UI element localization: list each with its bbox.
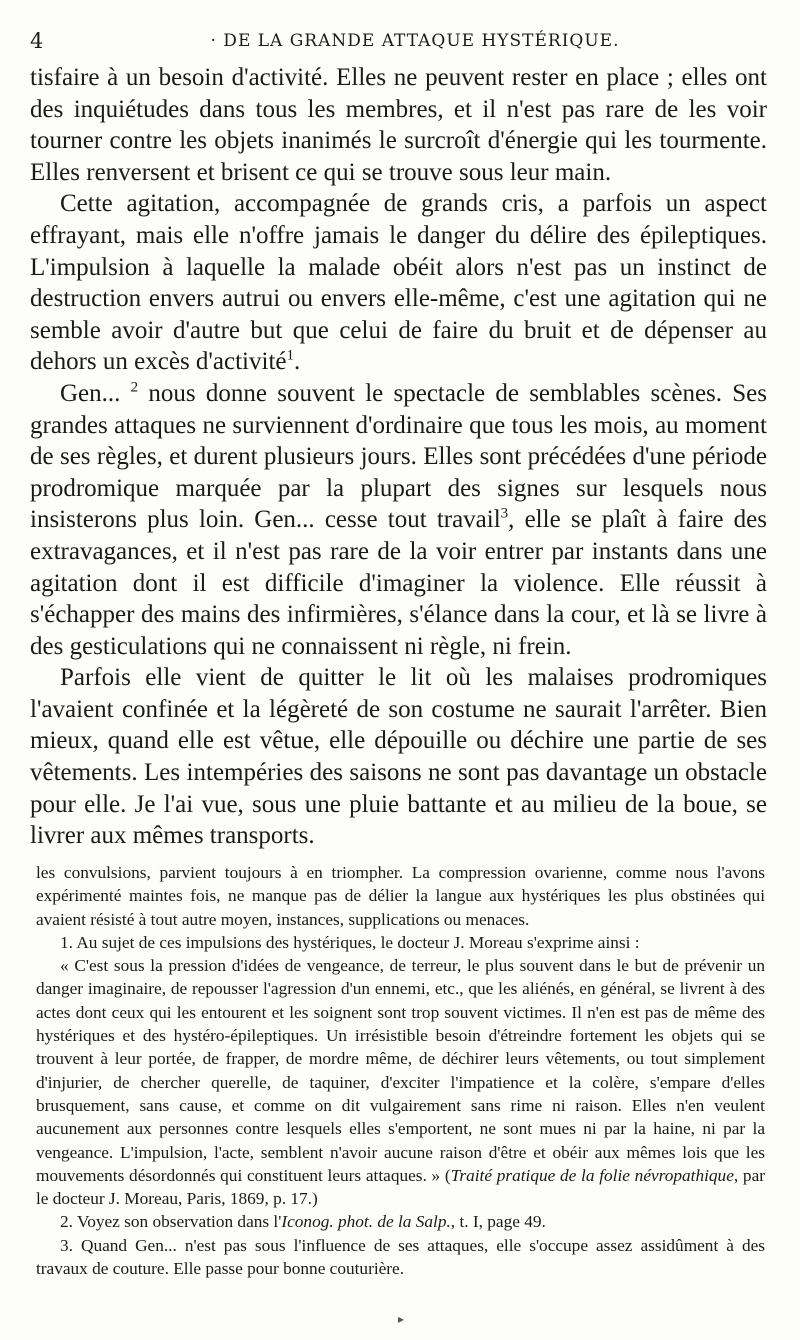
footnote-1: 1. Au sujet de ces impulsions des hystériques, le docteur J. Moreau s'exprime ainsi : <box>60 932 640 952</box>
quote-text: « C'est sous la pression d'idées de vengeance, de terreur, le plus souvent dans le but de prévenir un danger imaginaire, de repousser l'agression d'un ennemi, etc., que les aliénés, en général, se livrent à des actes dont ceux qui les entourent et les soignent sont trop souvent victimes. Il n'en est pas de même des hystériques et des hystéro-épileptiques. Un irrésistible besoin d'étreindre fortement les objets qui se trouvent à leur portée, de frapper, de mordre même, de déchirer leurs vêtements, ou tout simplement d'injurier, de chercher querelle, de taquiner, d'exciter l'impatience et la colère, s'empare d'elles brusquement, sans cause, et comme on dit vulgairement sans rime ni raison. Elles n'en veulent aucunement aux personnes contre lesquels elles s'emportent, ne sont mues ni par la haine, ni par la vengeance. L'impulsion, l'acte, semblent n'avoir aucune raison d'être et obéir aux mêmes lois que les mouvements désordonnés qui constituent leurs attaques. » ( <box>36 956 765 1185</box>
footnote-carryover: les convulsions, parvient toujours à en triompher. La compression ovarienne, comme nous l'avons expérimenté maintes fois, ne manque pas de délier la langue aux hystériques les plus obstinées qui avaient résisté à tout autre moyen, instances, supplications ou menaces. <box>36 863 765 929</box>
footnote-3: 3. Quand Gen... n'est pas sous l'influence de ses attaques, elle s'occupe assez assidûment à des travaux de couture. Elle passe pour bonne couturière. <box>36 1235 765 1279</box>
footnote-2-end: , t. I, page 49. <box>450 1212 546 1232</box>
printer-mark: ▸ <box>398 1312 405 1326</box>
running-title: · DE LA GRANDE ATTAQUE HYSTÉRIQUE. <box>210 31 620 51</box>
footnote-ref-3: 3 <box>500 505 509 522</box>
footnote-1-quote <box>36 954 765 1210</box>
paragraph-text-start: Gen... <box>60 379 131 407</box>
paragraph-text-middle: nous donne souvent le spectacle de semblables scènes. Ses grandes attaques ne surviennent d'ordinaire que tous les mois, au moment de ses règles, et durent plusieurs jours. Elles sont précédées d'une période prodromique marquée par la plupart des signes sur lesquels nous insisterons plus loin. Gen... cesse tout travail <box>30 379 767 534</box>
paragraph-continued: tisfaire à un besoin d'activité. Elles ne peuvent rester en place ; elles ont des inquiétudes dans tous les membres, et il n'est pas rare de les voir tourner contre les objets inanimés le surcroît d'énergie qui les tourmente. Elles renversent et brisent ce qui se trouve sous leur main. <box>30 64 767 186</box>
page-header <box>30 26 770 56</box>
paragraph-parfois: Parfois elle vient de quitter le lit où les malaises prodromiques l'avaient confinée et la légèreté de son costume ne saurait l'arrêter. Bien mieux, quand elle est vêtue, elle dépouille ou déchire une partie de ses vêtements. Les intempéries des saisons ne sont pas davantage un obstacle pour elle. Je l'ai vue, sous une pluie battante et au milieu de la boue, se livrer aux mêmes transports. <box>30 664 767 850</box>
book-title: Traité pratique de la folie névropathique <box>450 1165 734 1185</box>
footnote-ref-1: 1 <box>286 348 294 365</box>
page-number: 4 <box>30 29 44 53</box>
footnote-ref-2: 2 <box>130 379 139 396</box>
footnote-2 <box>36 1210 765 1233</box>
footnotes <box>36 861 765 1280</box>
paragraph-gen <box>30 378 767 662</box>
footnote-2-start: 2. Voyez son observation dans l' <box>60 1212 282 1232</box>
main-text <box>30 62 767 852</box>
journal-title: Iconog. phot. de la Salp. <box>281 1212 451 1232</box>
paragraph-agitation <box>30 188 767 378</box>
citation-tail: , par le docteur J. Moreau, Paris, 1869, p. 17.) <box>36 1165 765 1209</box>
paragraph-text-end: , elle se plaît à faire des extravagances, et il n'est pas rare de la voir entrer par instants dans une agitation dont il est difficile d'imaginer la violence. Elle réussit à s'échapper des mains des infirmières, s'élance dans la cour, et là se livre à des gesticulations qui ne connaissent ni règle, ni frein. <box>30 506 767 660</box>
paragraph-text: Cette agitation, accompagnée de grands cris, a parfois un aspect effrayant, mais elle n'offre jamais le danger du délire des épileptiques. L'impulsion à laquelle la malade obéit alors n'est pas un instinct de destruction envers autrui ou envers elle-même, c'est une agitation qui ne semble avoir d'autre but que celui de faire du bruit et de dépenser au dehors un excès d'activité <box>30 190 767 376</box>
paragraph-end: . <box>294 348 301 376</box>
